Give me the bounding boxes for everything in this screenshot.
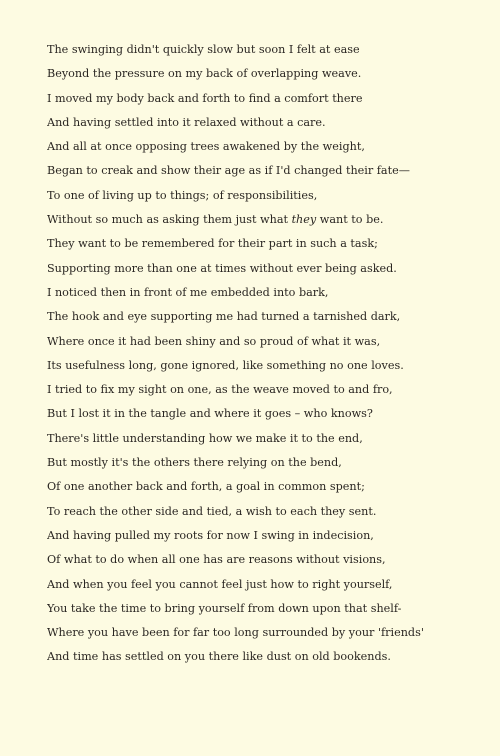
poem-line-12: The hook and eye supporting me had turned a tarnished dark, <box>47 310 401 324</box>
poem-line-3: I moved my body back and forth to find a comfort there <box>47 91 363 105</box>
poem-line-8-end: want to be. <box>316 213 384 227</box>
poem-line-13: Where once it had been shiny and so proud of what it was, <box>47 334 381 348</box>
poem-line-23: And when you feel you cannot feel just how to right yourself, <box>47 577 393 591</box>
poem-line-9: They want to be remembered for their part in such a task; <box>47 237 378 251</box>
poem-line-8 <box>47 208 493 232</box>
poem-line-15: I tried to fix my sight on one, as the weave moved to and fro, <box>47 383 393 397</box>
poem-line-1: The swinging didn't quickly slow but soon I felt at ease <box>47 43 360 56</box>
poem-line-4: And having settled into it relaxed without a care. <box>47 115 326 129</box>
poem-line-21: And having pulled my roots for now I swing in indecision, <box>47 528 374 542</box>
poem-line-16: But I lost it in the tangle and where it goes – who knows? <box>47 407 373 421</box>
poem-line-18: But mostly it's the others there relying on the bend, <box>47 456 342 470</box>
poem-line-8-emphasis: they <box>291 213 317 227</box>
poem-line-22: Of what to do when all one has are reasons without visions, <box>47 553 386 567</box>
poem-line-14: Its usefulness long, gone ignored, like something no one loves. <box>47 358 404 372</box>
poem-line-8-start: Without so much as asking them just what <box>47 213 292 227</box>
poem-line-5: And all at once opposing trees awakened by the weight, <box>47 140 365 154</box>
poem-line-20: To reach the other side and tied, a wish to each they sent. <box>47 504 377 518</box>
poem-line-6: Began to creak and show their age as if I'd changed their fate— <box>47 164 410 178</box>
poem-line-11: I noticed then in front of me embedded into bark, <box>47 285 329 299</box>
poem-line-7: To one of living up to things; of responsibilities, <box>47 188 318 202</box>
poem-line-26: And time has settled on you there like dust on old bookends. <box>47 650 391 664</box>
poem-line-2: Beyond the pressure on my back of overlapping weave. <box>47 67 362 81</box>
poem-line-24: You take the time to bring yourself from down upon that shelf- <box>47 601 402 615</box>
poem-line-19: Of one another back and forth, a goal in common spent; <box>47 480 365 494</box>
poem-text <box>47 38 493 670</box>
poem-line-10: Supporting more than one at times without ever being asked. <box>47 261 397 275</box>
poem-line-17: There's little understanding how we make it to the end, <box>47 431 363 445</box>
poem-line-25: Where you have been for far too long surrounded by your 'friends' <box>47 626 424 640</box>
